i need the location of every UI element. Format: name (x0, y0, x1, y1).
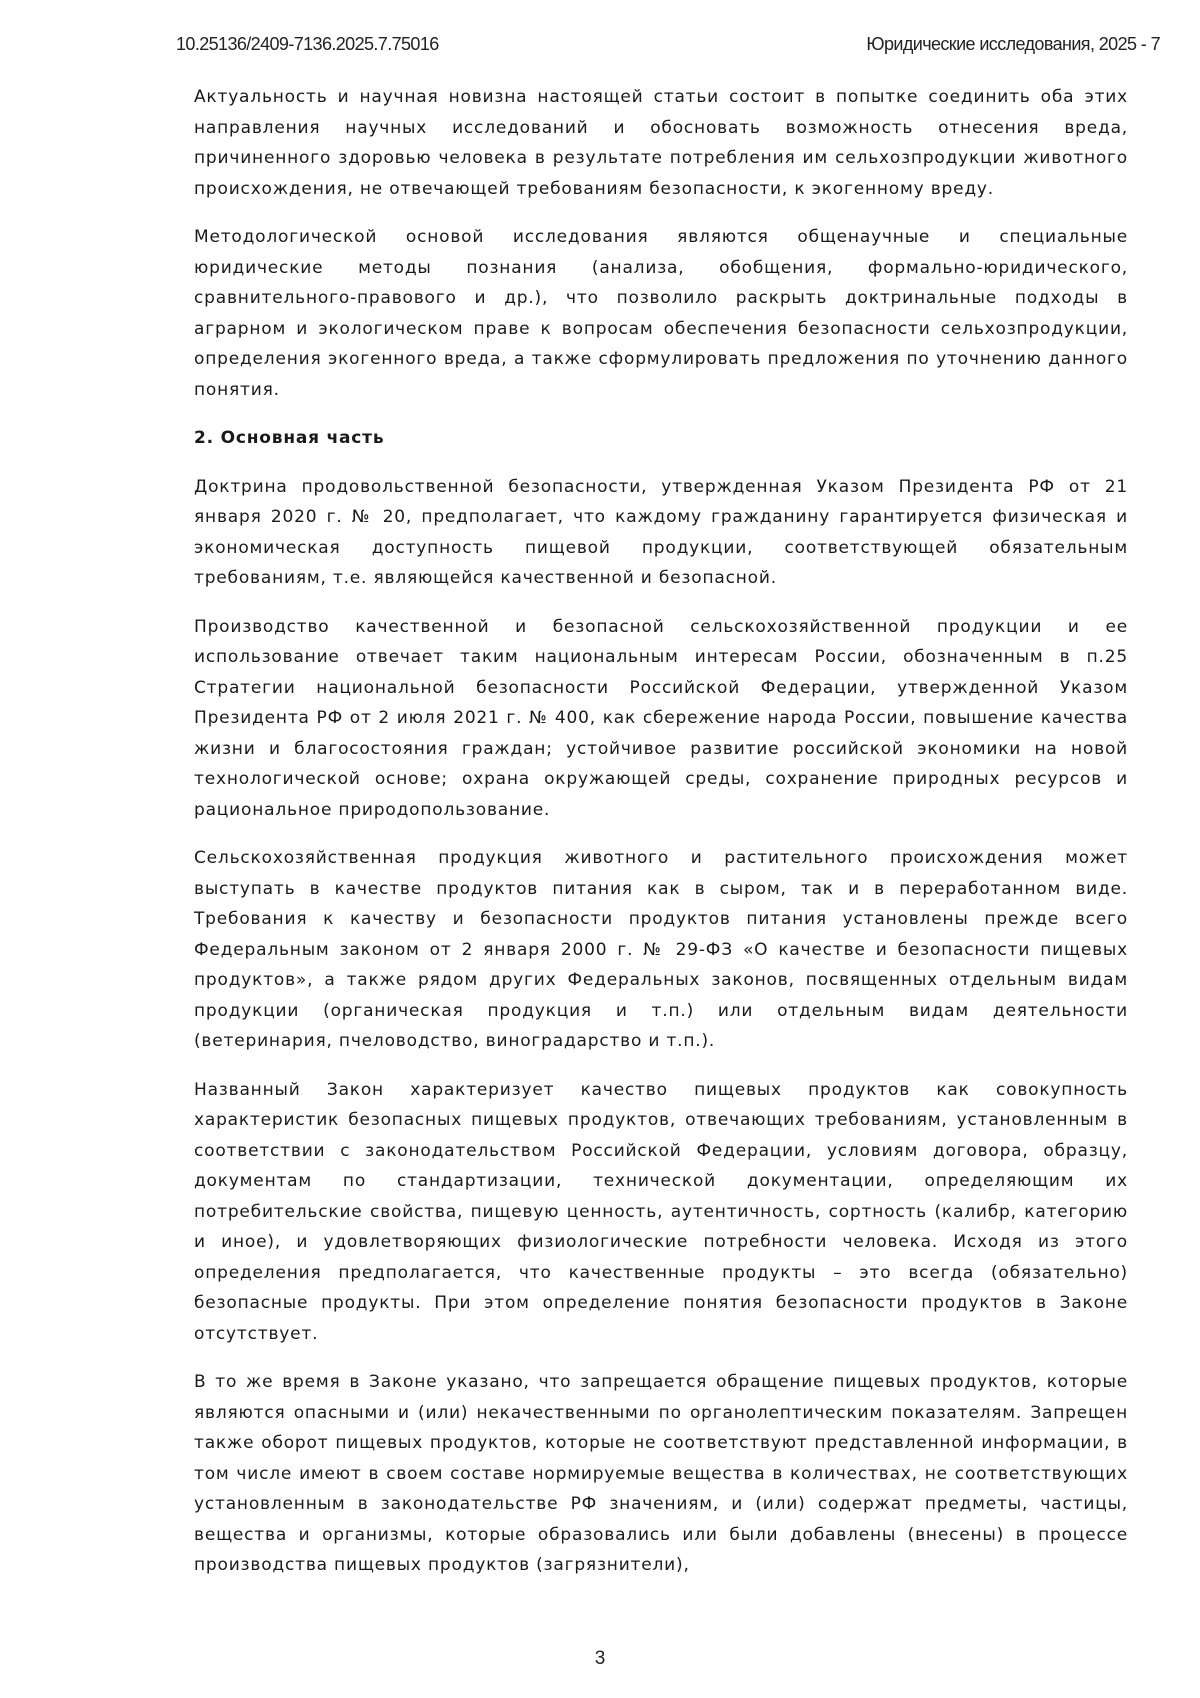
article-body (194, 82, 1128, 1599)
paragraph-prohibitions: В то же время в Законе указано, что запрещается обращение пищевых продуктов, которые являются опасными и (или) некачественными по органолептическим показателям. Запрещен также оборот пищевых продуктов, которые не соответствуют представленной информации, в том числе имеют в своем составе нормируемые вещества в количествах, не соответствующих установленным в законодательстве РФ значениям, и (или) содержат предметы, частицы, вещества и организмы, которые образовались или были добавлены (внесены) в процессе производства пищевых продуктов (загрязнители), (194, 1372, 1128, 1575)
paragraph-relevance: Актуальность и научная новизна настоящей статьи состоит в попытке соединить оба этих направления научных исследований и обосновать возможность отнесения вреда, причиненного здоровью человека в результате потребления им сельхозпродукции животного происхождения, не отвечающей требованиям безопасности, к экогенному вреду. (194, 87, 1128, 199)
doi-label: 10.25136/2409-7136.2025.7.75016 (176, 34, 439, 54)
paragraph-production: Производство качественной и безопасной сельскохозяйственной продукции и ее использование отвечает таким национальным интересам России, обозначенным в п.25 Стратегии национальной безопасности Российской Федерации, утвержденной Указом Президента РФ от 2 июля 2021 г. № 400, как сбережение народа России, повышение качества жизни и благосостояния граждан; устойчивое развитие российской экономики на новой технологической основе; охрана окружающей среды, сохранение природных ресурсов и рациональное природопользование. (194, 616, 1128, 820)
page-header (0, 34, 1200, 64)
section-heading: 2. Основная часть (194, 428, 385, 448)
paragraph-agricultural-products: Сельскохозяйственная продукция животного и растительного происхождения может выступать в качестве продуктов питания как в сыром, так и в переработанном виде. Требования к качеству и безопасности продуктов питания установлены прежде всего Федеральным законом от 2 января 2000 г. № 29-ФЗ «О качестве и безопасности пищевых продуктов», а также рядом других Федеральных законов, посвященных отдельным видам продукции (органическая продукция и т.п.) или отдельным видам деятельности (ветеринария, пчеловодство, виноградарство и т.п.). (194, 848, 1128, 1051)
journal-title: Юридические исследования, 2025 - 7 (866, 34, 1160, 54)
page-number: 3 (594, 1648, 606, 1669)
paragraph-doctrine: Доктрина продовольственной безопасности, утвержденная Указом Президента РФ от 21 января 2020 г. № 20, предполагает, что каждому гражданину гарантируется физическая и экономическая доступность пищевой продукции, соответствующей обязательным требованиям, т.е. являющейся качественной и безопасной. (194, 476, 1128, 588)
paragraph-methodology: Методологической основой исследования являются общенаучные и специальные юридические методы познания (анализа, обобщения, формально-юридического, сравнительного-правового и др.), что позволило раскрыть доктринальные подходы в аграрном и экологическом праве к вопросам обеспечения безопасности сельхозпродукции, определения экогенного вреда, а также сформулировать предложения по уточнению данного понятия. (194, 227, 1128, 400)
paragraph-quality-definition: Названный Закон характеризует качество пищевых продуктов как совокупность характеристик безопасных пищевых продуктов, отвечающих требованиям, установленным в соответствии с законодательством Российской Федерации, условиям договора, образцу, документам по стандартизации, технической документации, определяющим их потребительские свойства, пищевую ценность, аутентичность, сортность (калибр, категорию и иное), и удовлетворяющих физиологические потребности человека. Исходя из этого определения предполагается, что качественные продукты – это всегда (обязательно) безопасные продукты. При этом определение понятия безопасности продуктов в Законе отсутствует. (194, 1079, 1128, 1344)
